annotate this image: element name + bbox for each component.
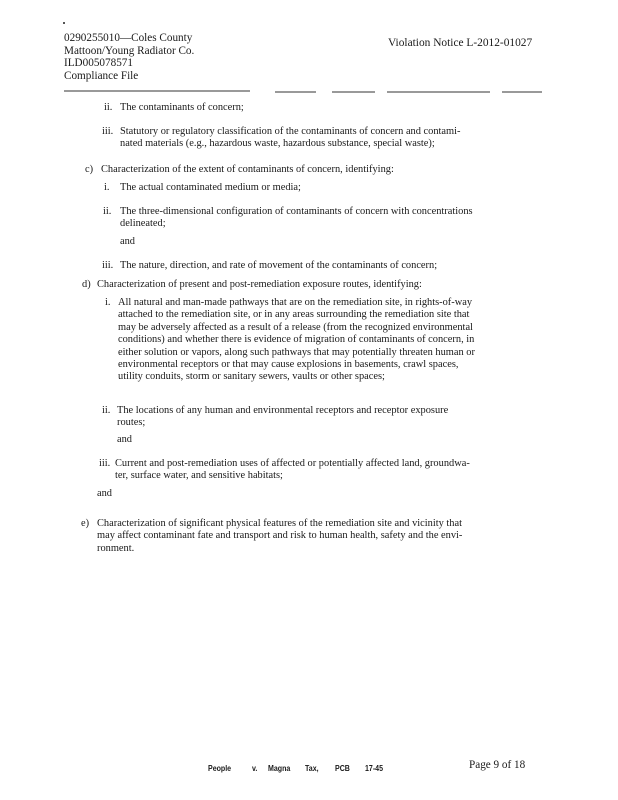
- item-d-i-text: [118, 297, 475, 384]
- item-d-ii-label: ii.: [102, 405, 111, 416]
- footer-case-number: 17-45: [365, 763, 384, 773]
- item-c-i-label: i.: [104, 182, 110, 193]
- item-d-iii-text: [115, 458, 470, 483]
- item-d-i-line: either solution or vapors, along such pathways that may potentially threaten human or: [118, 346, 475, 358]
- item-d-ii-text: [117, 405, 448, 430]
- item-c-ii-line: delineated;: [120, 218, 166, 230]
- item-b-iii-text: [120, 126, 460, 151]
- item-d-i-line: conditions) and whether there is evidence of migration of contaminants of concern, in: [118, 334, 475, 346]
- item-d-and: and: [117, 434, 133, 445]
- header-separator-rule: [64, 86, 542, 94]
- footer-case-pcb: PCB: [335, 763, 350, 773]
- footer-case-people: People: [208, 763, 232, 773]
- item-d-label: d): [82, 279, 91, 290]
- item-d-i-line: attached to the remediation site, or in any areas surrounding the remediation site that: [118, 309, 470, 321]
- item-d-i-line: utility conduits, storm or sanitary sewers, vaults or other spaces;: [118, 371, 385, 383]
- header-file-type: Compliance File: [64, 69, 139, 82]
- item-d-i-line: All natural and man-made pathways that are on the remediation site, in rights-of-way: [118, 297, 473, 308]
- item-c-iii-text: The nature, direction, and rate of movement of the contaminants of concern;: [120, 260, 438, 271]
- item-b-iii-line: Statutory or regulatory classification of the contaminants of concern and contami-: [120, 126, 461, 137]
- item-c-ii-label: ii.: [103, 206, 112, 217]
- item-c-and: and: [120, 236, 136, 247]
- item-b-ii-label: ii.: [104, 102, 113, 113]
- item-d-iii-label: iii.: [99, 458, 111, 469]
- item-e-line: Characterization of significant physical features of the remediation site and vicinity that: [97, 518, 462, 529]
- item-d-i-line: environmental receptors or that may cause explosions in basements, crawl spaces,: [118, 359, 459, 371]
- item-c-text: Characterization of the extent of contaminants of concern, identifying:: [101, 164, 394, 175]
- item-c-ii-line: The three-dimensional configuration of contaminants of concern with concentrations: [120, 206, 473, 217]
- item-b-iii-line: nated materials (e.g., hazardous waste, hazardous substance, special waste);: [120, 138, 435, 150]
- item-d-iii-line: ter, surface water, and sensitive habitats;: [115, 470, 283, 482]
- header-epa-id: ILD005078571: [64, 57, 133, 70]
- item-e-label: e): [81, 518, 90, 529]
- item-e-line: may affect contaminant fate and transport and risk to human health, safety and the envi-: [97, 530, 463, 542]
- footer-case-magna: Magna: [268, 763, 291, 773]
- item-e-line: ronment.: [97, 542, 135, 554]
- item-c-label: c): [85, 164, 94, 175]
- item-b-iii-label: iii.: [102, 126, 114, 137]
- header-left-block: [64, 32, 194, 82]
- item-c-ii-text: [120, 206, 473, 231]
- item-d-text: Characterization of present and post-remediation exposure routes, identifying:: [97, 279, 422, 290]
- item-c-i-text: The actual contaminated medium or media;: [120, 182, 301, 193]
- item-d-ii-line: The locations of any human and environmental receptors and receptor exposure: [117, 405, 449, 416]
- footer-case-tax: Tax,: [305, 763, 319, 773]
- header-facility-name: Mattoon/Young Radiator Co.: [64, 44, 195, 57]
- standalone-and: and: [97, 488, 113, 499]
- header-facility-id: 0290255010—Coles County: [64, 32, 193, 44]
- header-violation-notice: Violation Notice L-2012-01027: [388, 37, 533, 49]
- item-e-text: [97, 518, 462, 555]
- footer-page-number: Page 9 of 18: [469, 759, 526, 771]
- item-c-iii-label: iii.: [102, 260, 114, 271]
- item-d-i-label: i.: [105, 297, 111, 308]
- item-b-ii-text: The contaminants of concern;: [120, 102, 244, 113]
- item-d-i-line: may be adversely affected as a result of a release (from the recognized environmental: [118, 321, 473, 333]
- item-d-iii-line: Current and post-remediation uses of affected or potentially affected land, groundwa-: [115, 458, 470, 469]
- footer-case-v: v.: [252, 763, 258, 773]
- item-d-ii-line: routes;: [117, 417, 146, 429]
- scan-speck: [63, 22, 65, 24]
